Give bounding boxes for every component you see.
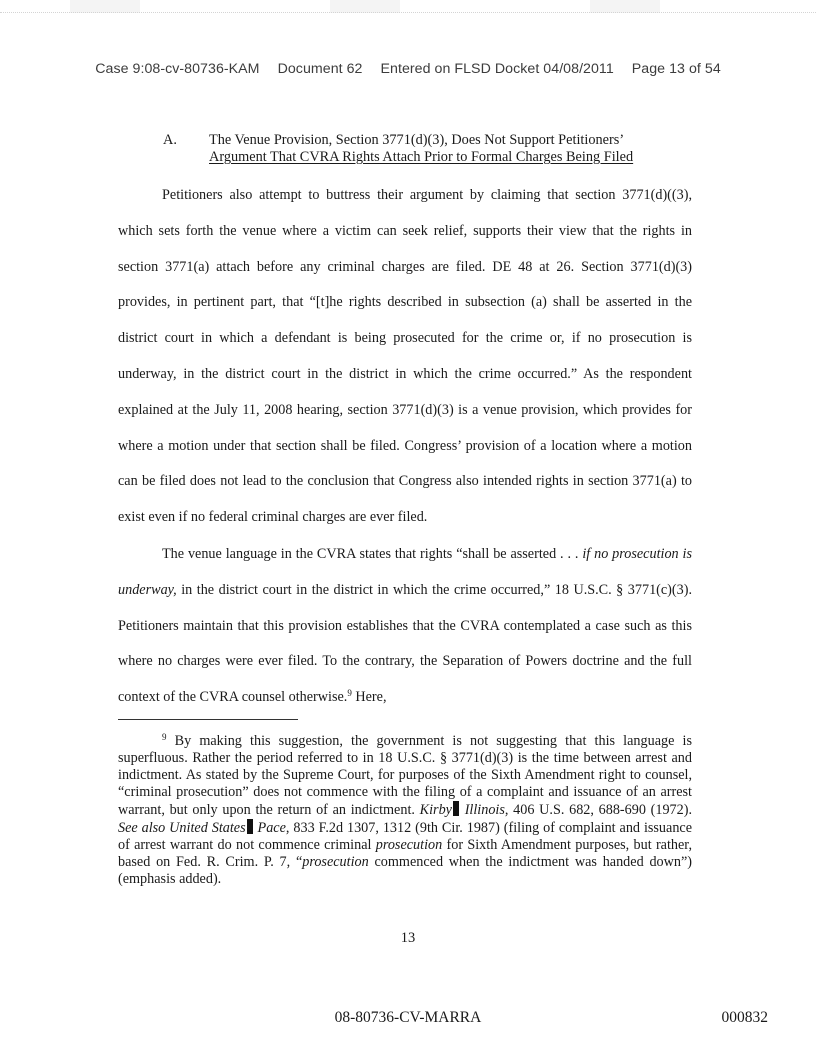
bates-case-number: 08-80736-CV-MARRA — [334, 1009, 482, 1026]
section-title-line2: Argument That CVRA Rights Attach Prior to Formal Charges Being Filed — [209, 149, 634, 165]
emphasis-prosecution-2: prosecution — [302, 854, 369, 870]
header-document-number: Document 62 — [277, 61, 363, 77]
emphasis-prosecution-1: prosecution — [375, 837, 443, 853]
redaction-mark — [453, 801, 459, 816]
footnote-text-3: , 833 F.2d 1307, 1312 (9th Cir. 1987) (filing of complaint and issuance of arrest warrant do not commence criminal — [118, 820, 693, 853]
footnote-text-1: By making this suggestion, the government is not suggesting that this language is superfluous. Rather the period referred to in 18 U.S.C. § 3771(d)(3) is the time between arrest and indictment. As stated by the Supreme Court, for purposes of the Sixth Amendment right to counsel, “criminal prosecution” does not commence with the filing of a complaint and issuance of an arrest warrant, but only upon the return of an indictment. — [118, 733, 692, 818]
body-paragraph-1 — [118, 178, 692, 536]
body-paragraph-2 — [118, 537, 692, 716]
bates-number: 000832 — [721, 1009, 768, 1026]
case-name-pace: Pace — [253, 820, 286, 836]
header-page-count: Page 13 of 54 — [631, 61, 721, 77]
paragraph-1-text: Petitioners also attempt to buttress their argument by claiming that section 3771(d)((3), which sets forth the venue where a victim can seek relief, supports their view that the rights in section 3771(a) attach before any criminal charges are filed. DE 48 at 26. Section 3771(d)(3) provides, in pertinent part, that “[t]he rights described in subsection (a) shall be asserted in the district court in which a defendant is being prosecuted for the crime or, if no prosecution is underway, in the district court in the district in which the crime occurred.” As the respondent explained at the July 11, 2008 hearing, section 3771(d)(3) is a venue provision, which provides for where a motion under that section shall be filed. Congress’ provision of a location where a motion can be filed does not lead to the conclusion that Congress also intended rights in section 3771(a) to exist even if no federal criminal charges are ever filed. — [118, 187, 692, 526]
redaction-mark — [247, 819, 253, 834]
footnote-text-4: for Sixth Amendment purposes, but rather, based on Fed. R. Crim. P. 7, “ — [118, 837, 693, 870]
paragraph-2-text-a: The venue language in the CVRA states that rights “shall be asserted . . . — [162, 546, 583, 562]
paragraph-2-text-b: in the district court in the district in which the crime occurred,” 18 U.S.C. § 3771(c)(3). Petitioners maintain that this provision establishes that the CVRA contemplated a case such as this where no charges were ever filed. To the contrary, the Separation of Powers doctrine and the full context of the CVRA counsel otherwise. — [118, 581, 692, 706]
footnote-separator — [118, 719, 298, 720]
page-number: 13 — [400, 930, 416, 946]
header-case-number: Case 9:08-cv-80736-KAM — [95, 61, 260, 77]
section-letter: A. — [163, 132, 177, 148]
case-name-kirby: Kirby — [419, 802, 452, 818]
case-name-illinois: Illinois — [459, 802, 505, 818]
footnote-reference[interactable]: 9 — [347, 688, 352, 699]
footnote-9 — [118, 733, 692, 888]
footnote-text-5: commenced when the indictment was handed down”) (emphasis added). — [118, 854, 692, 887]
section-title-line1: The Venue Provision, Section 3771(d)(3), Does Not Support Petitioners’ — [209, 132, 625, 148]
header-docket-entry: Entered on FLSD Docket 04/08/2011 — [380, 61, 614, 77]
scan-artifact-top — [0, 0, 816, 13]
footnote-text-2: , 406 U.S. 682, 688-690 (1972). — [504, 802, 693, 818]
citation-see-also: See also United States — [118, 820, 246, 836]
paragraph-2-italic: if no prosecution is underway, — [118, 546, 692, 598]
footnote-number: 9 — [162, 732, 167, 742]
paragraph-2-text-c: Here, — [351, 689, 387, 706]
ecf-header — [0, 61, 816, 77]
